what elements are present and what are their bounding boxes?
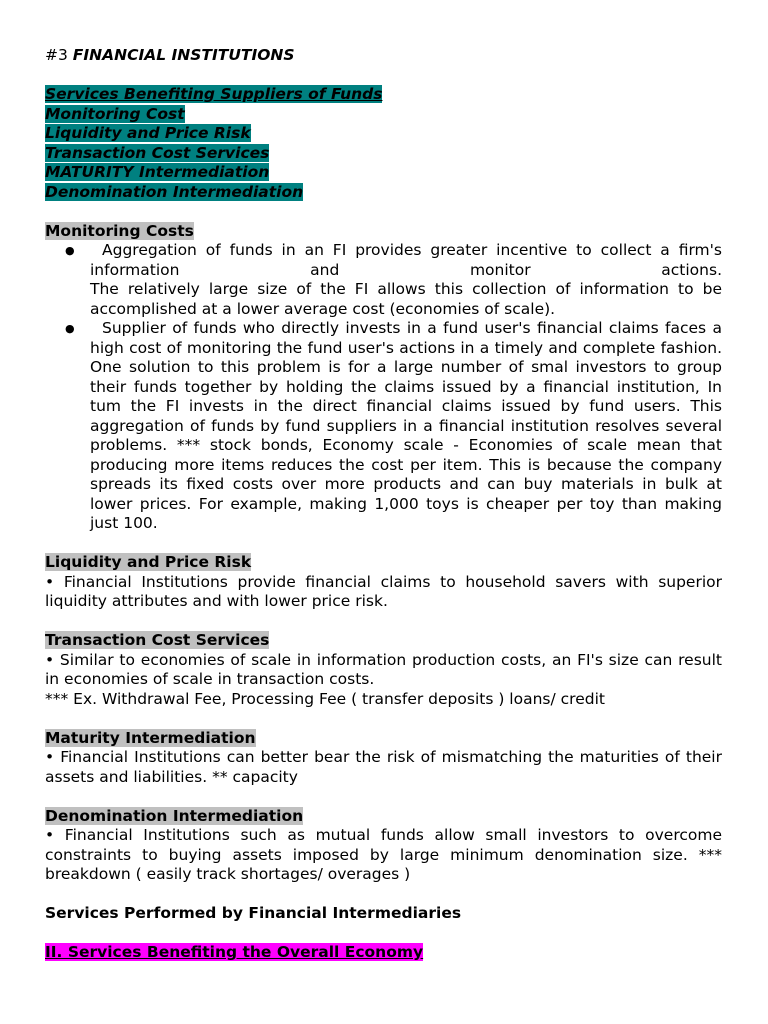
transaction-note: *** Ex. Withdrawal Fee, Processing Fee ( transfer deposits ) loans/ credit xyxy=(45,689,605,708)
bullet-icon: ● xyxy=(65,244,75,257)
highlight-item-liquidity: Liquidity and Price Risk xyxy=(45,124,251,142)
transaction-heading: Transaction Cost Services xyxy=(45,631,270,649)
title-number: #3 xyxy=(45,46,68,64)
maturity-heading: Maturity Intermediation xyxy=(45,728,256,747)
monitoring-heading: Monitoring Costs xyxy=(45,221,194,240)
title-text: FINANCIAL INSTITUTIONS xyxy=(72,46,295,64)
highlight-item-transaction: Transaction Cost Services xyxy=(45,143,270,162)
monitoring-bullet2: Supplier of funds who directly invests in a fund user's financial claims faces a high cost of monitoring the fund user's actions in a timely and complete fashion. One solution to this problem is for a large number of smal investors to group their funds together by holding the claims issued by a financial institution, In tum the FI invests in the direct financial claims issued by fund users. This aggregation of funds by fund suppliers in a financial institution resolves several problems. *** stock bonds, Economy scale - Economies of scale mean that producing more items reduces the cost per item. This is because the company spreads its fixed costs over more products and can buy materials in bulk at lower prices. For example, making 1,000 toys is cheaper per toy than making just 100. xyxy=(90,319,722,532)
highlight-item-services: Services Benefiting Suppliers of Funds xyxy=(45,85,383,103)
monitoring-bullets xyxy=(45,241,722,534)
highlight-item-maturity: MATURITY Intermediation xyxy=(45,163,270,181)
section-two-heading: II. Services Benefiting the Overall Economy xyxy=(45,943,424,961)
monitoring-bullet1-line2: The relatively large size of the FI allows this collection of information to be accomplished at a lower average cost (economies of scale). xyxy=(90,280,722,318)
highlight-item-monitoring: Monitoring Cost xyxy=(45,104,185,123)
liquidity-text: • Financial Institutions provide financial claims to household savers with superior liquidity attributes and with lower price risk. xyxy=(45,572,722,610)
services-performed-heading: Services Performed by Financial Intermediaries xyxy=(45,904,462,922)
transaction-text: • Similar to economies of scale in information production costs, an FI's size can result in economies of scale in transaction costs. xyxy=(45,650,722,688)
list-item xyxy=(45,319,722,534)
highlight-item-denomination: Denomination Intermediation xyxy=(45,182,304,201)
list-item xyxy=(45,241,722,319)
maturity-text: • Financial Institutions can better bear the risk of mismatching the maturities of their assets and liabilities. ** capacity xyxy=(45,748,722,786)
bullet-icon: ● xyxy=(65,322,75,335)
liquidity-heading: Liquidity and Price Risk xyxy=(45,553,252,571)
document-page xyxy=(45,46,722,963)
denomination-heading: Denomination Intermediation xyxy=(45,806,304,825)
monitoring-bullet1-line1: Aggregation of funds in an FI provides greater incentive to collect a firm's information and monitor actions. xyxy=(90,241,722,279)
document-title xyxy=(45,46,722,66)
denomination-text: • Financial Institutions such as mutual funds allow small investors to overcome constraints to buying assets imposed by large minimum denomination size. *** breakdown ( easily track shortages/ overages ) xyxy=(45,826,722,883)
